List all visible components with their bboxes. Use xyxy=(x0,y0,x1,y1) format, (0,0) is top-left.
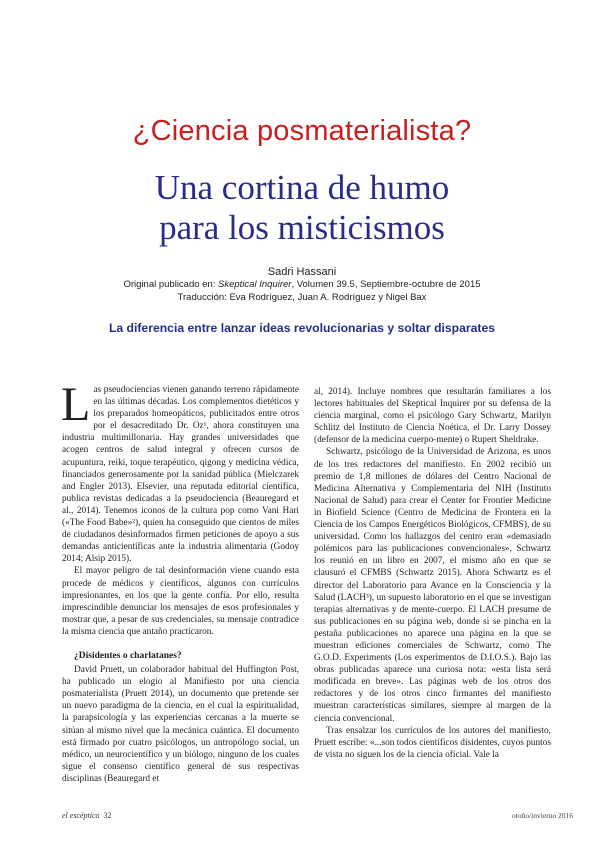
paragraph-praise: Tras ensalzar los currículos de los autores del manifiesto, Pruett escribe: «...son todos científicos disidentes, cuyos puntos de vista no siguen los de la ciencia oficial. Vale la xyxy=(314,725,551,760)
headline-line-2: para los misticismos xyxy=(159,208,445,247)
headline xyxy=(0,168,604,248)
headline-line-1: Una cortina de humo xyxy=(154,168,450,207)
original-publication: Skeptical Inquirer xyxy=(218,279,292,290)
author-name: Sadri Hassani xyxy=(267,266,337,278)
original-suffix: , Volumen 39.5, Septiembre-octubre de 2015 xyxy=(291,279,481,290)
paragraph-continuation: al, 2014). Incluye nombres que resultarán familiares a los lectores habituales del Skeptical Inquirer por su defensa de la ciencia marginal, como el psicólogo Gary Schwartz, Marilyn Schlitz del Instituto de Ciencia Noética, el Dr. Larry Dossey (defensor de la medicina cuerpo-mente) o Rupert Sheldrake. xyxy=(314,387,551,446)
paragraph-pruett: David Pruett, un colaborador habitual del Huffington Post, ha publicado un elogio al Manifiesto por una ciencia posmaterialista (Pruett 2014), un documento que pretende ser un nuevo paradigma de la ciencia, en el cual la espiritualidad, la parapsicología y las experiencias cercanas a la muerte se sitúan al mismo nivel que la mecánica cuántica. El documento está firmado por cuatro psicólogos, un antropólogo social, un médico, un neurocientífico y un biólogo, ninguno de los cuales sigue el consenso científico general de sus respectivas disciplinas (Beauregard et xyxy=(62,665,299,784)
left-column xyxy=(61,378,299,785)
right-column xyxy=(314,386,551,761)
section-heading: ¿Disidentes o charlatanes? xyxy=(74,650,182,661)
magazine-name: el escéptico xyxy=(62,811,100,820)
kicker-title: ¿Ciencia posmaterialista? xyxy=(132,115,472,147)
translation-credit: Traducción: Eva Rodríguez, Juan A. Rodríguez y Nigel Bax xyxy=(177,292,427,303)
page-number: 32 xyxy=(103,811,112,820)
footer-issue: otoño/invierno 2016 xyxy=(512,811,574,820)
paragraph-danger: El mayor peligro de tal desinformación viene cuando esta procede de médicos y científicos, algunos con currículos impresionantes, en los que la gente confía. Por ello, resulta imprescindible denunciar los mensajes de esos profesionales y mostrar que, a pesar de sus credenciales, su mensaje contradice la misma ciencia que antaño practicaron. xyxy=(62,566,299,637)
footer-magazine xyxy=(62,811,112,820)
paragraph-intro-text: as pseudociencias vienen ganando terreno rápidamente en las últimas décadas. Los complementos dietéticos y los preparados homeopáticos, publicitados entre otros por el desacreditado Dr. Oz¹, ahora constituyen una industria multimillonaria. Hay grandes universidades que acogen centros de salud integral y ofrecen cursos de acupuntura, reiki, toque terapéutico, qigong y medicina védica, financiados generosamente por la sanidad pública (Mielczarek and Engler 2013). Elsevier, una reputada editorial científica, publica revistas dedicadas a la pseudociencia (Beauregard et al., 2014). Tenemos iconos de la cultura pop como Vani Hari («The Food Babe»²), quien ha conseguido que cientos de miles de ciudadanos desinformados firmen peticiones de apoyo a sus demandas anticientíficas ante la industria alimentaria (Godoy 2014; Alsip 2015). xyxy=(62,385,299,565)
paragraph-schwartz: Schwartz, psicólogo de la Universidad de Arizona, es unos de los tres redactores del manifiesto. En 2002 recibió un premio de 1,8 millones de dólares del Centro Nacional de Medicina Alternativa y Complementaria del NIH (Instituto Nacional de Salud) para crear el Center for Frontier Medicine in Biofield Science (Centro de Medicina de Frontera en la Ciencia de los Campos Energéticos Biológicos, CFMBS), de su universidad. Como los hallazgos del centro eran «demasiado polémicos para las publicaciones convencionales», Schwartz los reunió en un libro en 2007, el mismo año en que se clausuró el CFMBS (Schwartz 2015). Ahora Schwartz es el director del Laboratorio para Avance en la Consciencia y la Salud (LACH³), un supuesto laboratorio en el que se investigan terapias alternativas y de mente-cuerpo. El LACH presume de sus publicaciones en su página web, donde si se pincha en la pestaña publicaciones no aparece una página en la que se muestran ediciones comerciales de Schwartz, como The G.O.D. Experiments (Los experimentos de D.I.O.S.). Bajo las obras publicadas aparece una curiosa nota: «esta lista será modificada en breve». Las páginas web de los otros dos redactores y de los otros cinco firmantes del manifiesto muestran características similares, siempre al margen de la ciencia convencional. xyxy=(314,447,551,724)
original-prefix: Original publicado en: xyxy=(123,279,219,290)
original-source xyxy=(0,279,604,290)
drop-cap: L xyxy=(61,378,91,431)
article-subtitle: La diferencia entre lanzar ideas revolucionarias y soltar disparates xyxy=(108,321,496,335)
paragraph-intro xyxy=(61,378,299,565)
